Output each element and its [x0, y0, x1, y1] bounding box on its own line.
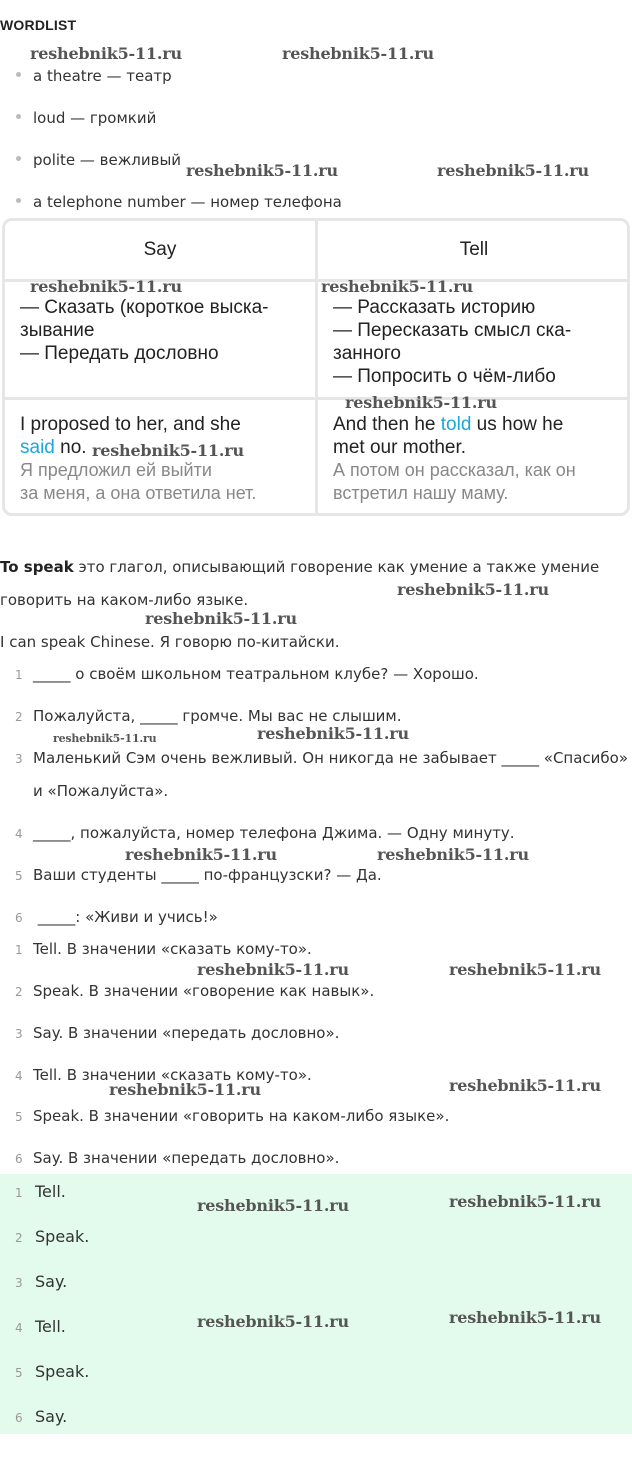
answer-text: Say.: [35, 1407, 68, 1426]
watermark: reshebnik5-11.ru: [437, 161, 589, 180]
wordlist-item: [16, 67, 172, 85]
watermark: reshebnik5-11.ru: [186, 161, 338, 180]
table-divider: [5, 397, 627, 400]
watermark: reshebnik5-11.ru: [109, 1080, 261, 1099]
watermark: reshebnik5-11.ru: [125, 845, 277, 864]
answer-item: [0, 1227, 89, 1246]
answer-item: [0, 1407, 67, 1426]
task-number: 1: [15, 668, 23, 682]
explanation-item: [0, 1024, 339, 1042]
watermark: reshebnik5-11.ru: [53, 732, 157, 745]
watermark: reshebnik5-11.ru: [449, 1308, 601, 1327]
wordlist-item: [16, 193, 342, 211]
tell-highlight: told: [440, 414, 472, 435]
answer-item: [0, 1272, 67, 1291]
answer-item: [0, 1317, 66, 1336]
wordlist-item: [16, 109, 156, 127]
explanation-text: Say. В значении «передать дословно».: [33, 1149, 340, 1167]
table-header-tell: Tell: [459, 239, 489, 260]
task-item: [0, 707, 402, 725]
watermark: reshebnik5-11.ru: [257, 724, 409, 743]
answer-number: 3: [15, 1276, 23, 1290]
task-text: Ваши студенты _____ по-французски? — Да.: [33, 866, 382, 884]
bullet-icon: [16, 198, 21, 203]
explanation-number: 4: [15, 1069, 23, 1083]
task-number: 2: [15, 710, 23, 724]
explanation-text: Tell. В значении «сказать кому-то».: [33, 940, 312, 958]
answer-text: Tell.: [35, 1182, 66, 1201]
task-item: [0, 665, 479, 683]
tell-meaning-line: занного: [333, 343, 401, 364]
say-meaning-line: — Передать дословно: [20, 343, 219, 364]
explanation-text: Say. В значении «передать дословно».: [33, 1024, 340, 1042]
watermark: reshebnik5-11.ru: [449, 1076, 601, 1095]
explanation-item: [0, 1107, 449, 1125]
watermark: reshebnik5-11.ru: [345, 393, 497, 412]
task-text: _____ о своём школьном театральном клубе? — Хорошо.: [33, 665, 479, 683]
bullet-icon: [16, 72, 21, 77]
answer-text: Say.: [35, 1272, 68, 1291]
explanation-item: [0, 982, 374, 1000]
explanation-text: Speak. В значении «говорение как навык».: [33, 982, 375, 1000]
task-item: [0, 908, 218, 926]
explanation-item: [0, 1149, 339, 1167]
speak-note-bold: To speak: [0, 558, 74, 576]
tell-meaning-line: — Попросить о чём-либо: [333, 366, 556, 387]
say-example-ru: Я предложил ей выйти: [20, 460, 212, 480]
task-number: 4: [15, 827, 23, 841]
explanation-number: 6: [15, 1152, 23, 1166]
wordlist-item-text: a theatre — театр: [33, 67, 172, 85]
tell-meaning-line: — Рассказать историю: [333, 297, 536, 318]
answer-number: 4: [15, 1321, 23, 1335]
tell-meaning-line: — Пересказать смысл ска-: [333, 320, 572, 341]
task-text: _____, пожалуйста, номер телефона Джима. — Одну минуту.: [33, 824, 515, 842]
watermark: reshebnik5-11.ru: [197, 960, 349, 979]
watermark: reshebnik5-11.ru: [30, 44, 182, 63]
say-meanings: [20, 296, 268, 365]
watermark: reshebnik5-11.ru: [92, 441, 244, 460]
speak-note-line: [0, 558, 599, 576]
tell-example-en: us how he: [471, 414, 564, 435]
say-meaning-line: — Сказать (короткое выска-: [20, 297, 269, 318]
say-example-en: I proposed to her, and she: [20, 414, 241, 435]
task-text: Пожалуйста, _____ громче. Мы вас не слышим.: [33, 707, 402, 725]
answer-number: 1: [15, 1186, 23, 1200]
watermark: reshebnik5-11.ru: [30, 277, 182, 296]
answer-item: [0, 1362, 89, 1381]
task-text: и «Пожалуйста».: [33, 782, 169, 800]
task-text: _____: «Живи и учись!»: [33, 908, 218, 926]
task-number: 3: [15, 752, 23, 766]
watermark: reshebnik5-11.ru: [377, 845, 529, 864]
explanation-number: 5: [15, 1110, 23, 1124]
answer-text: Tell.: [35, 1317, 66, 1336]
watermark: reshebnik5-11.ru: [145, 609, 297, 628]
watermark: reshebnik5-11.ru: [282, 44, 434, 63]
task-number: 6: [15, 911, 23, 925]
bullet-icon: [16, 156, 21, 161]
tell-meanings: [333, 296, 571, 388]
watermark: reshebnik5-11.ru: [449, 960, 601, 979]
watermark: reshebnik5-11.ru: [197, 1196, 349, 1215]
watermark: reshebnik5-11.ru: [449, 1192, 601, 1211]
wordlist-item-text: a telephone number — номер телефона: [33, 193, 342, 211]
watermark: reshebnik5-11.ru: [397, 580, 549, 599]
answer-number: 5: [15, 1366, 23, 1380]
task-item: [0, 749, 628, 767]
tell-example-en: met our mother.: [333, 437, 467, 458]
tell-example-ru: встретил нашу маму.: [333, 483, 509, 503]
speak-note-line: говорить на каком-либо языке.: [0, 591, 249, 609]
watermark: reshebnik5-11.ru: [321, 277, 473, 296]
explanation-number: 2: [15, 985, 23, 999]
explanation-text: Speak. В значении «говорить на каком-либо языке».: [33, 1107, 450, 1125]
answer-number: 2: [15, 1231, 23, 1245]
explanation-number: 1: [15, 943, 23, 957]
task-item: [0, 866, 382, 884]
answer-text: Speak.: [35, 1362, 90, 1381]
bullet-icon: [16, 114, 21, 119]
wordlist-item: [16, 151, 181, 169]
wordlist-heading: WORDLIST: [0, 17, 77, 33]
say-meaning-line: зывание: [20, 320, 95, 341]
tell-example-ru: А потом он рассказал, как он: [333, 460, 576, 480]
task-number: 5: [15, 869, 23, 883]
say-example-en: no.: [54, 437, 87, 458]
table-header-say: Say: [143, 239, 177, 260]
watermark: reshebnik5-11.ru: [197, 1312, 349, 1331]
speak-note-text: это глагол, описывающий говорение как умение а также умение: [73, 558, 600, 576]
task-text: Маленький Сэм очень вежливый. Он никогда не забывает _____ «Спасибо»: [33, 749, 629, 767]
explanation-text: Tell. В значении «сказать кому-то».: [33, 1066, 312, 1084]
explanation-item: [0, 940, 312, 958]
answer-text: Speak.: [35, 1227, 90, 1246]
say-highlight: said: [20, 437, 55, 458]
wordlist-item-text: loud — громкий: [33, 109, 157, 127]
explanation-number: 3: [15, 1027, 23, 1041]
say-example-ru: за меня, а она ответила нет.: [20, 483, 257, 503]
wordlist-item-text: polite — вежливый: [33, 151, 182, 169]
task-item: [0, 824, 515, 842]
answer-number: 6: [15, 1411, 23, 1425]
tell-example-en: And then he: [333, 414, 441, 435]
task-item-continued: [0, 782, 168, 800]
speak-note-example: I can speak Chinese. Я говорю по-китайски.: [0, 633, 340, 651]
answer-item: [0, 1182, 66, 1201]
say-tell-table: [2, 218, 630, 516]
tell-example: [333, 413, 576, 505]
